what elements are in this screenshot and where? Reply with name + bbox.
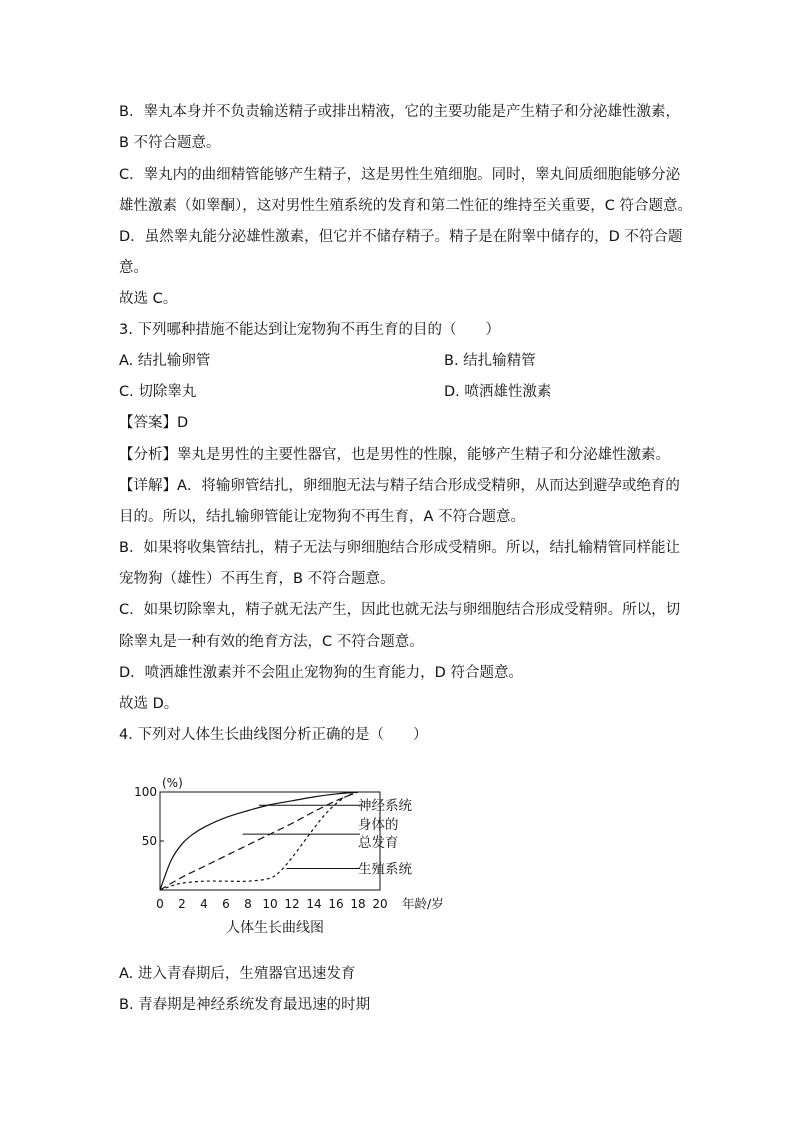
x-tick-label: 16 <box>328 897 344 911</box>
x-tick-label: 0 <box>156 897 164 911</box>
legend-label: 总发育 <box>358 835 399 852</box>
detail-line: 【详解】A．将输卵管结扎，卵细胞无法与精子结合形成受精卵，从而达到避孕或绝育的 <box>119 478 680 494</box>
chart-curves <box>160 792 358 890</box>
x-tick-label: 14 <box>306 897 322 911</box>
q3-option-c: C. 切除睾丸 <box>119 384 197 400</box>
x-tick-label: 10 <box>262 897 278 911</box>
x-tick-label: 12 <box>284 897 300 911</box>
q4-option-a: A. 进入青春期后，生殖器官迅速发育 <box>119 966 356 982</box>
text-line: 除睾丸是一种有效的绝育方法，C 不符合题意。 <box>119 634 424 650</box>
text-line: C．如果切除睾丸，精子就无法产生，因此也就无法与卵细胞结合形成受精卵。所以，切 <box>119 602 681 618</box>
question-4-stem: 4. 下列对人体生长曲线图分析正确的是（ ） <box>119 727 428 743</box>
q4-option-b: B. 青春期是神经系统发育最迅速的时期 <box>119 997 371 1013</box>
analysis-line: 【分析】睾丸是男性的主要性器官，也是男性的性腺，能够产生精子和分泌雄性激素。 <box>119 447 670 463</box>
growth-curve-chart <box>130 770 460 940</box>
curve-nervous-system <box>160 792 358 890</box>
x-tick-label: 2 <box>178 897 186 911</box>
y-tick-label: 50 <box>141 834 157 848</box>
text-line: 宠物狗（雄性）不再生育，B 不符合题意。 <box>119 571 395 587</box>
curve-body-development <box>160 792 358 890</box>
q3-option-b: B. 结扎输精管 <box>444 353 536 369</box>
text-line: D．虽然睾丸能分泌雄性激素，但它并不储存精子。精子是在附睾中储存的，D 不符合题 <box>119 229 683 245</box>
legend-label: 生殖系统 <box>358 861 412 878</box>
answer-line: 【答案】D <box>119 415 189 431</box>
q3-option-d: D. 喷洒雄性激素 <box>444 384 552 400</box>
text-line: B．如果将收集管结扎，精子无法与卵细胞结合形成受精卵。所以，结扎输精管同样能让 <box>119 540 680 556</box>
text-line: 故选 D。 <box>119 696 179 712</box>
plot-frame <box>160 792 380 890</box>
text-line: B．睾丸本身并不负责输送精子或排出精液，它的主要功能是产生精子和分泌雄性激素， <box>119 104 680 120</box>
y-axis-label: (%) <box>162 776 183 790</box>
chart-title: 人体生长曲线图 <box>226 920 324 936</box>
y-tick-label: 100 <box>134 785 157 799</box>
x-axis-label: 年龄/岁 <box>402 896 444 911</box>
x-tick-label: 4 <box>200 897 208 911</box>
question-3-stem: 3. 下列哪种措施不能达到让宠物狗不再生育的目的（ ） <box>119 322 500 338</box>
q3-option-a: A. 结扎输卵管 <box>119 353 211 369</box>
text-line: C．睾丸内的曲细精管能够产生精子，这是男性生殖细胞。同时，睾丸间质细胞能够分泌 <box>119 167 681 183</box>
text-line: B 不符合题意。 <box>119 135 221 151</box>
x-tick-label: 20 <box>372 897 388 911</box>
text-line: 雄性激素（如睾酮），这对男性生殖系统的发育和第二性征的维持至关重要，C 符合题意。 <box>119 198 692 214</box>
curve-reproductive-system <box>160 792 358 890</box>
legend-label: 身体的 <box>358 817 399 834</box>
chart-labels <box>243 797 413 877</box>
text-line: 故选 C。 <box>119 291 178 307</box>
legend-label: 神经系统 <box>358 798 412 815</box>
text-line: 目的。所以，结扎输卵管能让宠物狗不再生育，A 不符合题意。 <box>119 509 526 525</box>
text-line: 意。 <box>119 260 148 276</box>
x-tick-label: 6 <box>222 897 230 911</box>
x-tick-label: 8 <box>244 897 252 911</box>
x-tick-label: 18 <box>350 897 366 911</box>
text-line: D．喷洒雄性激素并不会阻止宠物狗的生育能力，D 符合题意。 <box>119 665 523 681</box>
